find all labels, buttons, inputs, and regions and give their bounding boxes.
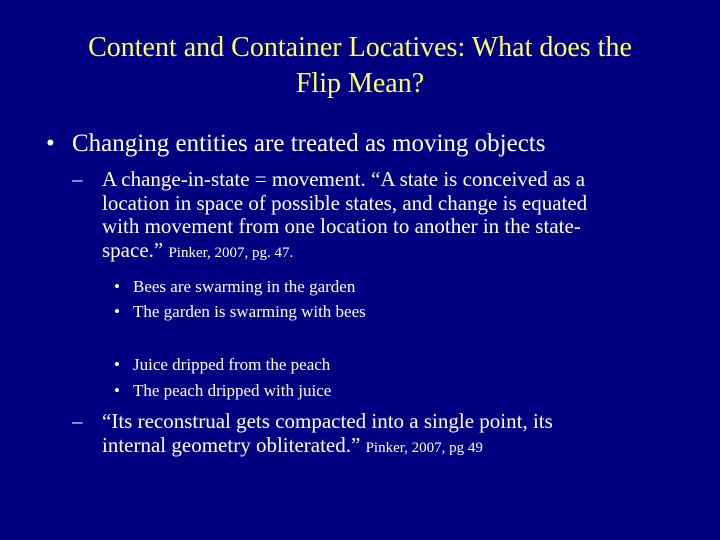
example-marker: • <box>114 381 120 400</box>
example-marker: • <box>114 355 120 374</box>
example-text: Juice dripped from the peach <box>133 355 331 374</box>
example-text: Bees are swarming in the garden <box>133 277 356 296</box>
sub-bullet-line-2 <box>102 434 553 461</box>
dash-marker: – <box>72 167 83 191</box>
sub-bullet-line-2: location in space of possible states, and change is equated <box>102 190 588 215</box>
example-marker: • <box>114 302 120 321</box>
sub-bullet-line-1: A change-in-state = movement. “A state is conceived as a <box>102 167 586 191</box>
sub-bullet-line-1: “Its reconstrual gets compacted into a single point, its <box>102 409 553 433</box>
bullet-text: Changing entities are treated as moving objects <box>72 130 546 157</box>
bullet-marker: • <box>46 130 55 157</box>
citation: Pinker, 2007, pg. 47. <box>168 244 294 261</box>
slide-title-line-1: Content and Container Locatives: What does the <box>88 32 632 63</box>
sub-bullet-line-3: with movement from one location to another in the state- <box>102 214 581 238</box>
slide-title <box>24 30 696 102</box>
quote-end: internal geometry obliterated.” <box>102 432 361 457</box>
sub-bullet-line-4 <box>102 239 587 266</box>
citation: Pinker, 2007, pg 49 <box>365 439 483 456</box>
slide-title-line-2: Flip Mean? <box>295 68 425 99</box>
example-marker: • <box>114 277 120 296</box>
quote-end: space.” <box>102 237 164 262</box>
example-text: The garden is swarming with bees <box>133 302 366 321</box>
example-text: The peach dripped with juice <box>133 381 332 400</box>
dash-marker: – <box>72 409 83 433</box>
